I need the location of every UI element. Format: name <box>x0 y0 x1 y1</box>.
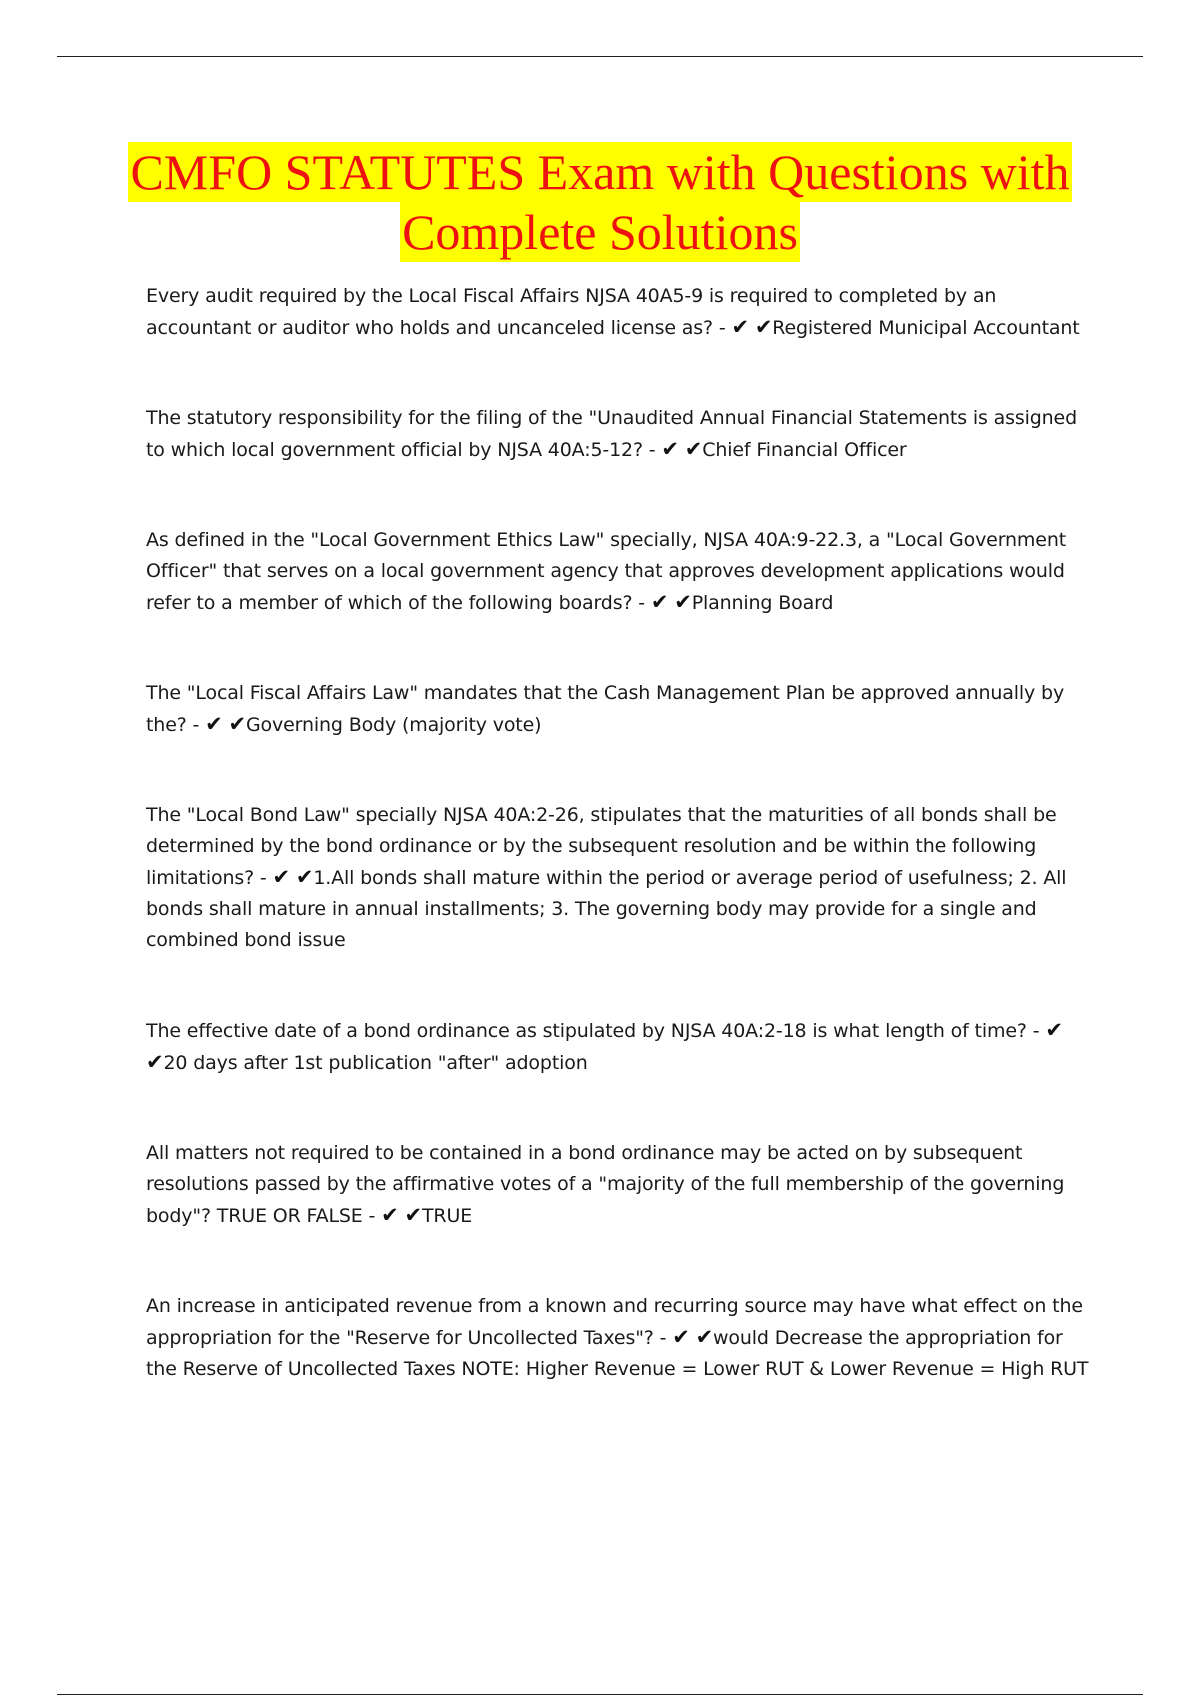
answer-text: Registered Municipal Accountant <box>772 317 1080 339</box>
check-icon: ✔ <box>695 1325 714 1349</box>
qa-list <box>146 281 1096 1444</box>
check-icon: ✔ <box>684 437 703 461</box>
qa-item <box>146 1138 1096 1232</box>
qa-item <box>146 525 1096 619</box>
qa-item <box>146 678 1096 741</box>
qa-item <box>146 281 1096 344</box>
check-icon: ✔ <box>404 1203 422 1227</box>
bottom-rule <box>57 1694 1143 1695</box>
qa-item <box>146 1015 1096 1079</box>
answer-text: Planning Board <box>691 592 834 614</box>
top-rule <box>57 56 1143 57</box>
check-icon: ✔ <box>272 865 290 889</box>
question-text: The effective date of a bond ordinance as stipulated by NJSA 40A:2-18 is what length of time? <box>146 1020 1027 1042</box>
question-text: The "Local Bond Law" specially NJSA 40A:2-26, stipulates that the maturities of all bonds shall be determined by the bond ordinance or by the subsequent resolution and be within the following limitations? <box>146 804 1057 889</box>
answer-text: TRUE <box>421 1205 473 1227</box>
check-icon: ✔ <box>661 437 679 461</box>
check-icon: ✔ <box>674 590 692 614</box>
separator: - <box>362 1205 382 1227</box>
qa-item <box>146 403 1096 466</box>
check-icon: ✔ <box>381 1203 399 1227</box>
check-icon: ✔ <box>146 1050 164 1074</box>
answer-text: would Decrease the appropriation for the Reserve of Uncollected Taxes NOTE: Higher Revenue = Lower RUT & Lower Revenue = High RUT <box>146 1327 1089 1380</box>
qa-item <box>146 1291 1096 1385</box>
title-line-1: CMFO STATUTES Exam with Questions with <box>130 144 1070 200</box>
title-line-2: Complete Solutions <box>402 204 798 260</box>
check-icon: ✔ <box>672 1325 690 1349</box>
answer-text: 20 days after 1st publication "after" adoption <box>163 1052 588 1074</box>
separator: - <box>642 439 662 461</box>
check-icon: ✔ <box>1045 1018 1063 1042</box>
separator: - <box>712 317 732 339</box>
separator: - <box>653 1327 673 1349</box>
check-icon: ✔ <box>205 712 223 736</box>
separator: - <box>254 867 273 889</box>
document-title <box>0 142 1200 262</box>
check-icon: ✔ <box>295 865 314 889</box>
question-text: All matters not required to be contained in a bond ordinance may be acted on by subsequent resolutions passed by the affirmative votes of a "majority of the full membership of the governing body"? TRUE OR FALSE <box>146 1142 1065 1227</box>
separator: - <box>632 592 651 614</box>
answer-text: 1.All bonds shall mature within the period or average period of usefulness; 2. All bonds shall mature in annual installments; 3. The governing body may provide for a single and combined bond issue <box>146 867 1067 951</box>
question-text: An increase in anticipated revenue from a known and recurring source may have what effect on the appropriation for the "Reserve for Uncollected Taxes"? <box>146 1295 1083 1349</box>
separator: - <box>186 714 206 736</box>
question-text: The statutory responsibility for the filing of the "Unaudited Annual Financial Statements is assigned to which local government official by NJSA 40A:5-12? <box>146 407 1078 461</box>
question-text: The "Local Fiscal Affairs Law" mandates that the Cash Management Plan be approved annually by the? <box>146 682 1065 736</box>
answer-text: Chief Financial Officer <box>702 439 907 461</box>
answer-text: Governing Body (majority vote) <box>245 714 542 736</box>
question-text: As defined in the "Local Government Ethics Law" specially, NJSA 40A:9-22.3, a "Local Government Officer" that serves on a local government agency that approves development applications would refer to a member of which of the following boards? <box>146 529 1067 614</box>
check-icon: ✔ <box>650 590 669 614</box>
separator: - <box>1026 1020 1046 1042</box>
check-icon: ✔ <box>731 315 749 339</box>
check-icon: ✔ <box>228 712 246 736</box>
check-icon: ✔ <box>754 315 773 339</box>
question-text: Every audit required by the Local Fiscal Affairs NJSA 40A5-9 is required to completed by an accountant or auditor who holds and uncanceled license as? <box>146 285 997 339</box>
qa-item <box>146 800 1096 956</box>
